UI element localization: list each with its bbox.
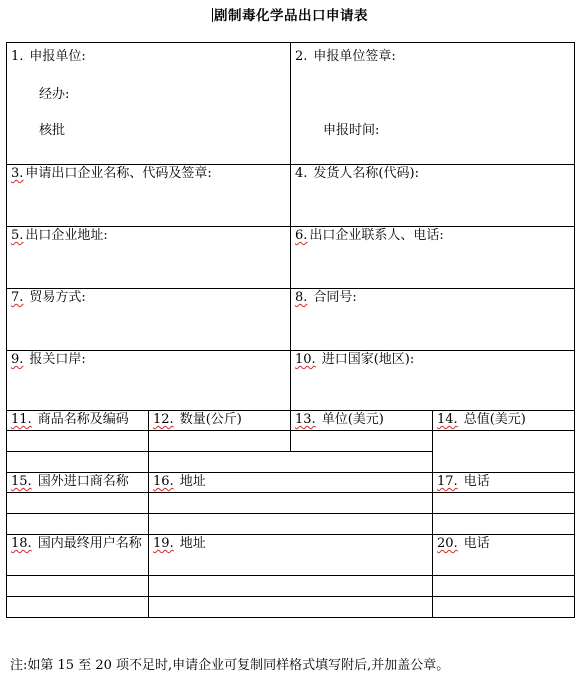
form-row-2 xyxy=(7,165,575,227)
field-number: 19. xyxy=(153,536,174,551)
end-user-header-row xyxy=(7,535,575,576)
field-exporter-contact[interactable] xyxy=(291,227,575,289)
field-label: 发货人名称(代码): xyxy=(313,166,419,181)
foreign-importer-cell[interactable] xyxy=(7,493,149,514)
field-label: 报关口岸: xyxy=(29,352,86,367)
foreign-importer-data-row xyxy=(7,514,575,535)
end-user-data-row xyxy=(7,597,575,618)
goods-data-row xyxy=(7,431,575,452)
field-number: 1. xyxy=(11,49,24,64)
field-declaring-unit-seal[interactable] xyxy=(291,43,575,165)
header-foreign-importer xyxy=(7,473,149,493)
field-exporter-name[interactable] xyxy=(7,165,291,227)
header-quantity xyxy=(149,411,291,431)
foreign-address-cell[interactable] xyxy=(149,493,433,514)
unit-price-cell[interactable] xyxy=(291,431,433,452)
foreign-importer-header-row xyxy=(7,473,575,493)
field-number: 2. xyxy=(295,49,308,64)
field-number: 12. xyxy=(153,412,174,427)
goods-name-cell[interactable] xyxy=(7,452,149,473)
header-end-user xyxy=(7,535,149,576)
header-total-value xyxy=(433,411,575,431)
header-foreign-phone xyxy=(433,473,575,493)
foreign-phone-cell[interactable] xyxy=(433,493,575,514)
field-number: 17. xyxy=(437,474,458,489)
field-contract-number[interactable] xyxy=(291,289,575,351)
field-number: 20. xyxy=(437,536,458,551)
field-label: 电话 xyxy=(463,536,490,551)
field-label: 贸易方式: xyxy=(29,290,86,305)
field-number: 14. xyxy=(437,412,458,427)
foreign-importer-data-row xyxy=(7,493,575,514)
end-user-data-row xyxy=(7,576,575,597)
declaration-time-label: 申报时间: xyxy=(323,123,380,138)
field-label: 申报单位: xyxy=(29,49,86,64)
text-cursor xyxy=(212,8,213,22)
field-number: 15. xyxy=(11,474,32,489)
end-user-phone-cell[interactable] xyxy=(433,597,575,618)
field-number: 4. xyxy=(295,166,308,181)
foreign-importer-cell[interactable] xyxy=(7,514,149,535)
end-user-address-cell[interactable] xyxy=(149,597,433,618)
header-foreign-address xyxy=(149,473,433,493)
field-label: 商品名称及编码 xyxy=(37,412,129,427)
field-number: 5. xyxy=(11,228,24,243)
header-end-user-address xyxy=(149,535,433,576)
form-row-3 xyxy=(7,227,575,289)
quantity-unit-merged-cell[interactable] xyxy=(149,452,433,473)
quantity-cell[interactable] xyxy=(149,431,291,452)
end-user-address-cell[interactable] xyxy=(149,576,433,597)
field-label: 数量(公斤) xyxy=(179,412,242,427)
field-trade-mode[interactable] xyxy=(7,289,291,351)
foreign-phone-cell[interactable] xyxy=(433,514,575,535)
form-title-text: 剧制毒化学品出口申请表 xyxy=(214,8,368,24)
application-form-table xyxy=(6,42,575,618)
form-title xyxy=(0,4,580,24)
footnote: 注:如第 15 至 20 项不足时,申请企业可复制同样格式填写附后,并加盖公章。 xyxy=(10,658,450,673)
field-number: 9. xyxy=(11,352,24,367)
end-user-cell[interactable] xyxy=(7,576,149,597)
goods-name-cell[interactable] xyxy=(7,431,149,452)
form-row-5 xyxy=(7,351,575,411)
field-customs-port[interactable] xyxy=(7,351,291,411)
field-label: 地址 xyxy=(179,474,206,489)
field-declaring-unit[interactable] xyxy=(7,43,291,165)
field-label: 进口国家(地区): xyxy=(321,352,415,367)
field-label: 单位(美元) xyxy=(321,412,384,427)
end-user-cell[interactable] xyxy=(7,597,149,618)
header-unit-price xyxy=(291,411,433,431)
foreign-address-cell[interactable] xyxy=(149,514,433,535)
approval-label: 核批 xyxy=(39,123,66,138)
header-end-user-phone xyxy=(433,535,575,576)
field-number: 18. xyxy=(11,536,32,551)
form-row-1 xyxy=(7,43,575,165)
handler-label: 经办: xyxy=(39,87,70,102)
field-number: 10. xyxy=(295,352,316,367)
field-label: 出口企业地址: xyxy=(25,228,108,243)
field-label: 申报单位签章: xyxy=(313,49,396,64)
field-label: 国内最终用户名称 xyxy=(37,536,142,551)
field-number: 3. xyxy=(11,166,24,181)
field-consignor-name[interactable] xyxy=(291,165,575,227)
end-user-phone-cell[interactable] xyxy=(433,576,575,597)
field-label: 申请出口企业名称、代码及签章: xyxy=(25,166,212,181)
field-label: 出口企业联系人、电话: xyxy=(309,228,444,243)
header-goods-name xyxy=(7,411,149,431)
field-number: 6. xyxy=(295,228,308,243)
field-number: 13. xyxy=(295,412,316,427)
field-number: 8. xyxy=(295,290,308,305)
field-label: 地址 xyxy=(179,536,206,551)
field-number: 16. xyxy=(153,474,174,489)
field-number: 11. xyxy=(11,412,32,427)
goods-header-row xyxy=(7,411,575,431)
field-number: 7. xyxy=(11,290,24,305)
form-row-4 xyxy=(7,289,575,351)
total-value-cell[interactable] xyxy=(433,431,575,473)
field-label: 国外进口商名称 xyxy=(37,474,129,489)
field-import-country[interactable] xyxy=(291,351,575,411)
field-exporter-address[interactable] xyxy=(7,227,291,289)
field-label: 电话 xyxy=(463,474,490,489)
field-label: 合同号: xyxy=(313,290,357,305)
field-label: 总值(美元) xyxy=(463,412,526,427)
